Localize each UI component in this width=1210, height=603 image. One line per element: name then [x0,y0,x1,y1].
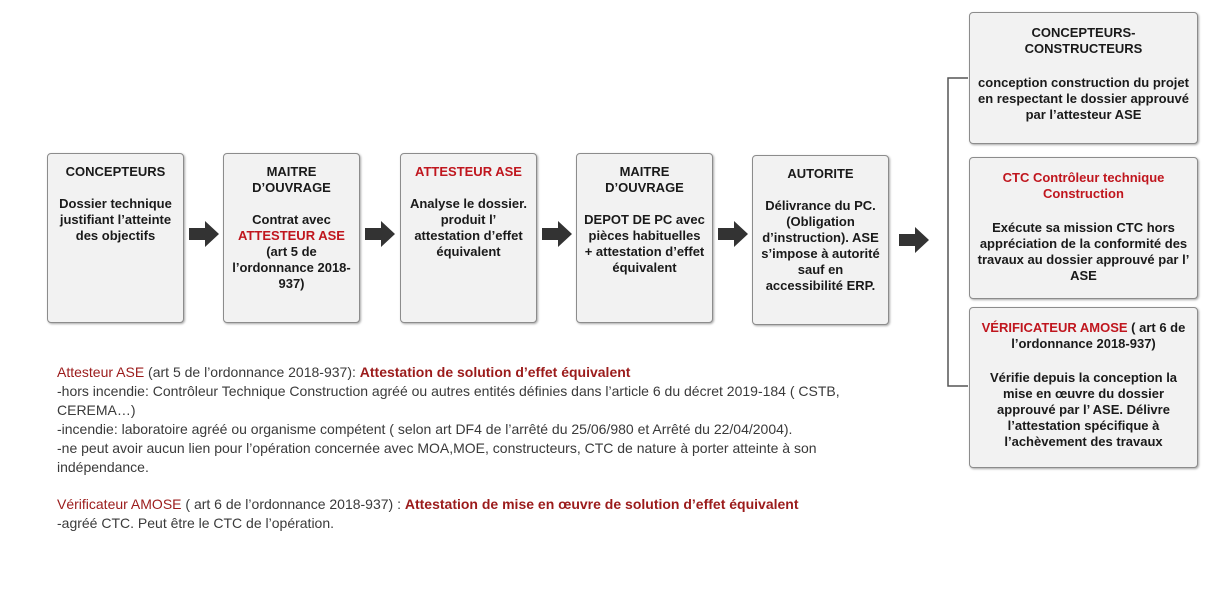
right-box-body: Vérifie depuis la conception la mise en œuvre du dossier approuvé par l’ ASE. Délivre l’attestation spécifique à l’achèvement des travaux [989,370,1178,449]
flow-box-body: Délivrance du PC. (Obligation d’instruction). ASE s’impose à autorité sauf en accessibilité ERP. [761,198,880,293]
flow-box-body: Analyse le dossier. produit l’ attestation d’effet équivalent [409,196,528,259]
right-box-verificateur-amose [969,307,1198,468]
ase-line-1: -hors incendie: Contrôleur Technique Construction agréé ou autres entités définies dans l’article 6 du décret 2019-184 ( CSTB, CEREMA…) [57,383,840,418]
arrow-right-icon [542,221,572,247]
right-box-body: conception construction du projet en respectant le dossier approuvé par l’attesteur ASE [978,75,1189,122]
ase-line-3: -ne peut avoir aucun lien pour l’opération concernée avec MOA,MOE, constructeurs, CTC de nature à porter atteinte à son indépendance. [57,440,817,475]
flow-box-title: AUTORITE [787,166,854,181]
ase-heading: Attesteur ASE (art 5 de l’ordonnance 2018-937): Attestation de solution d’effet équivalent [57,364,631,380]
flow-box-title: MAITRE D’OUVRAGE [252,164,331,195]
flow-box-autorite [752,155,889,325]
amose-line-1: -agréé CTC. Peut être le CTC de l’opération. [57,515,335,531]
flow-box-maitre-ouvrage-2 [576,153,713,323]
right-box-title: VÉRIFICATEUR AMOSE ( art 6 de l’ordonnance 2018-937) [981,320,1186,351]
right-box-title: CTC Contrôleur technique Construction [1002,170,1165,201]
flow-box-title: MAITRE D’OUVRAGE [605,164,684,195]
right-box-title: CONCEPTEURS-CONSTRUCTEURS [1024,25,1143,56]
notes-block [57,363,887,533]
right-box-body: Exécute sa mission CTC hors appréciation de la conformité des travaux au dossier approuvé par l’ ASE [977,220,1190,283]
arrow-right-icon [899,227,929,253]
right-box-concepteurs-constructeurs [969,12,1198,144]
flow-box-concepteurs [47,153,184,323]
flow-box-body: Dossier technique justifiant l’atteinte des objectifs [59,196,172,243]
bracket-connector [940,70,970,390]
arrow-right-icon [718,221,748,247]
arrow-right-icon [365,221,395,247]
flow-box-body: DEPOT DE PC avec pièces habituelles + attestation d’effet équivalent [584,212,705,275]
flow-box-attesteur-ase [400,153,537,323]
arrow-right-icon [189,221,219,247]
flow-box-body: Contrat avec ATTESTEUR ASE (art 5 de l’ordonnance 2018-937) [232,212,351,291]
amose-heading: Vérificateur AMOSE ( art 6 de l’ordonnance 2018-937) : Attestation de mise en œuvre de solution d’effet équivalent [57,496,799,512]
right-box-ctc [969,157,1198,299]
flow-box-maitre-ouvrage-1 [223,153,360,323]
flow-box-title: ATTESTEUR ASE [415,164,522,179]
flow-box-title: CONCEPTEURS [65,164,166,179]
ase-line-2: -incendie: laboratoire agréé ou organisme compétent ( selon art DF4 de l’arrêté du 25/06/980 et Arrêté du 22/04/2004). [57,421,793,437]
